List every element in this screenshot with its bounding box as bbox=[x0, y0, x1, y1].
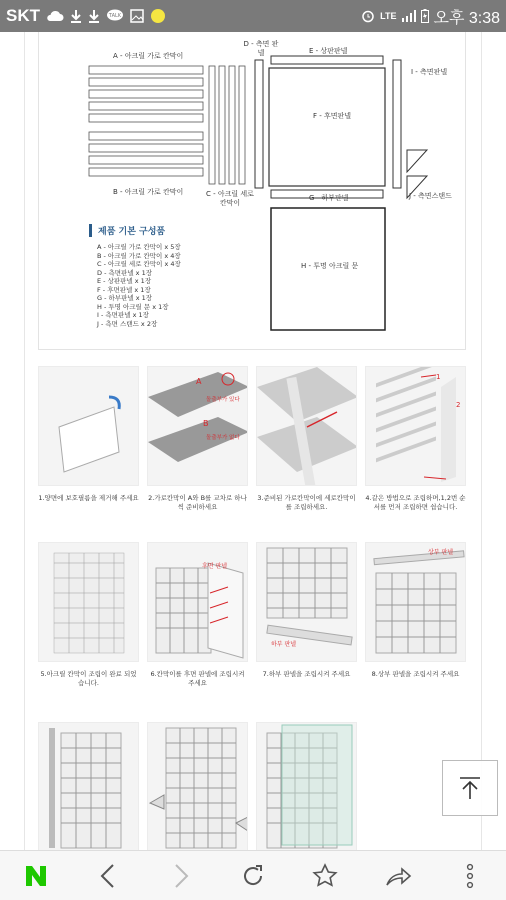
assembly-step-2 bbox=[147, 366, 248, 512]
side-panel-d bbox=[255, 60, 263, 188]
forward-button[interactable] bbox=[161, 856, 201, 896]
step-caption: 6.칸막이를 후면 판넬에 조립시켜 주세요 bbox=[150, 670, 245, 687]
chevron-right-icon bbox=[170, 863, 192, 889]
step-caption: 3.준비된 가로칸막이에 세로칸막이를 조립하세요. bbox=[257, 494, 356, 511]
network-label: LTE bbox=[380, 11, 397, 21]
browser-toolbar bbox=[0, 850, 506, 900]
clock: 오후 3:38 bbox=[433, 9, 500, 27]
step-caption: 1.양면에 보호필름을 제거해 주세요 bbox=[38, 494, 139, 502]
home-button[interactable] bbox=[16, 856, 56, 896]
naver-logo-icon bbox=[23, 863, 49, 889]
talk-icon bbox=[106, 9, 124, 23]
note-a: 돌출부가 있다 bbox=[206, 397, 240, 403]
assembly-step-4 bbox=[365, 366, 466, 512]
num-1: 1 bbox=[436, 373, 441, 381]
assembly-step-10 bbox=[147, 722, 248, 850]
step-image bbox=[365, 366, 466, 486]
label-h: H - 투명 아크릴 문 bbox=[301, 262, 359, 270]
status-bar bbox=[0, 0, 506, 32]
label-g: G - 하부판넬 bbox=[309, 194, 349, 202]
parts-item: C - 아크릴 세로 칸막이 x 4장 bbox=[97, 260, 181, 268]
arrow-up-icon bbox=[457, 775, 483, 801]
step-caption: 4.같은 방법으로 조립하며,1,2번 순서를 먼저 조립하면 쉽습니다. bbox=[365, 494, 466, 511]
more-vert-icon bbox=[465, 863, 475, 889]
assembly-step-6 bbox=[147, 542, 248, 688]
step-image bbox=[147, 542, 248, 662]
side-stand-j bbox=[407, 150, 427, 198]
assembly-step-7 bbox=[256, 542, 357, 679]
step-image bbox=[256, 542, 357, 662]
parts-item: B - 아크릴 가로 칸막이 x 4장 bbox=[97, 251, 181, 260]
note: 상부 판넬 bbox=[428, 549, 454, 556]
label-j: J - 측면스탠드 bbox=[409, 192, 452, 200]
reload-button[interactable] bbox=[233, 856, 273, 896]
step-image bbox=[147, 722, 248, 850]
label-e: E - 상판판넬 bbox=[309, 47, 348, 55]
horizontal-dividers-a bbox=[89, 66, 203, 122]
tag-b: B bbox=[203, 419, 209, 428]
star-icon bbox=[311, 862, 339, 890]
step-image bbox=[147, 366, 248, 486]
parts-item: F - 후면판넬 x 1장 bbox=[97, 285, 151, 294]
assembly-step-11 bbox=[256, 722, 357, 850]
parts-diagram-panel bbox=[38, 32, 466, 350]
share-icon bbox=[384, 863, 412, 889]
cloud-icon bbox=[46, 10, 64, 22]
top-panel-e bbox=[271, 56, 383, 64]
parts-item: I - 측면판넬 x 1장 bbox=[97, 311, 149, 319]
side-panel-i bbox=[393, 60, 401, 188]
download-icon bbox=[88, 9, 100, 23]
parts-item: G - 하부판넬 x 1장 bbox=[97, 294, 153, 302]
note-b: 돌출부가 없다 bbox=[206, 435, 240, 441]
back-panel-f bbox=[269, 68, 385, 186]
assembly-step-5 bbox=[38, 542, 139, 688]
step-caption: 8.상부 판넬을 조립시켜 주세요 bbox=[371, 670, 460, 678]
parts-list bbox=[89, 224, 239, 336]
back-button[interactable] bbox=[88, 856, 128, 896]
step-caption: 5.아크릴 칸막이 조립이 완료 되었습니다. bbox=[40, 670, 137, 687]
horizontal-dividers-b bbox=[89, 132, 203, 176]
parts-item: J - 측면 스탠드 x 2장 bbox=[97, 319, 158, 328]
menu-button[interactable] bbox=[450, 856, 490, 896]
bookmark-button[interactable] bbox=[305, 856, 345, 896]
battery-icon bbox=[421, 9, 429, 23]
download-icon bbox=[70, 9, 82, 23]
image-icon bbox=[130, 9, 144, 23]
step-caption: 2.가로칸막이 A와 B를 교차로 하나씩 준비하세요 bbox=[148, 494, 247, 511]
assembly-step-9 bbox=[38, 722, 139, 850]
label-a: A - 아크릴 가로 칸막이 bbox=[113, 52, 184, 60]
parts-title: 제품 기본 구성품 bbox=[89, 224, 239, 237]
scroll-to-top-button[interactable] bbox=[442, 760, 498, 816]
note: 후면 판넬 bbox=[202, 563, 228, 570]
label-f: F - 후면판넬 bbox=[313, 112, 352, 120]
step-image bbox=[38, 366, 139, 486]
step-image bbox=[38, 722, 139, 850]
parts-item: E - 상판판넬 x 1장 bbox=[97, 277, 152, 285]
signal-icon bbox=[402, 10, 416, 22]
chevron-left-icon bbox=[97, 863, 119, 889]
parts-item: A - 아크릴 가로 칸막이 x 5장 bbox=[97, 243, 181, 251]
assembly-step-3 bbox=[256, 366, 357, 512]
step-image bbox=[38, 542, 139, 662]
step-caption: 7.하부 판넬을 조립시켜 주세요 bbox=[262, 670, 351, 678]
reload-icon bbox=[240, 863, 266, 889]
note: 하부 판넬 bbox=[271, 641, 297, 648]
step-image bbox=[365, 542, 466, 662]
label-b: B - 아크릴 가로 칸막이 bbox=[113, 188, 184, 196]
label-d: D - 측면 판넬 bbox=[243, 40, 279, 57]
tag-a: A bbox=[196, 377, 202, 386]
step-image bbox=[256, 722, 357, 850]
assembly-step-8 bbox=[365, 542, 466, 679]
chat-bubble-icon bbox=[150, 8, 166, 24]
label-i: I - 측면판넬 bbox=[411, 68, 448, 76]
num-2: 2 bbox=[456, 401, 461, 409]
label-c: C - 아크릴 세로 칸막이 bbox=[206, 190, 254, 207]
carrier-label: SKT bbox=[6, 6, 40, 25]
step-image bbox=[256, 366, 357, 486]
alarm-icon bbox=[361, 9, 375, 23]
share-button[interactable] bbox=[378, 856, 418, 896]
assembly-step-1 bbox=[38, 366, 139, 503]
parts-item: H - 투명 아크릴 문 x 1장 bbox=[97, 302, 169, 311]
svg-text:TALK: TALK bbox=[108, 13, 122, 19]
web-page bbox=[0, 32, 506, 850]
parts-item: D - 측면판넬 x 1장 bbox=[97, 268, 152, 277]
vertical-dividers-c bbox=[209, 66, 245, 184]
